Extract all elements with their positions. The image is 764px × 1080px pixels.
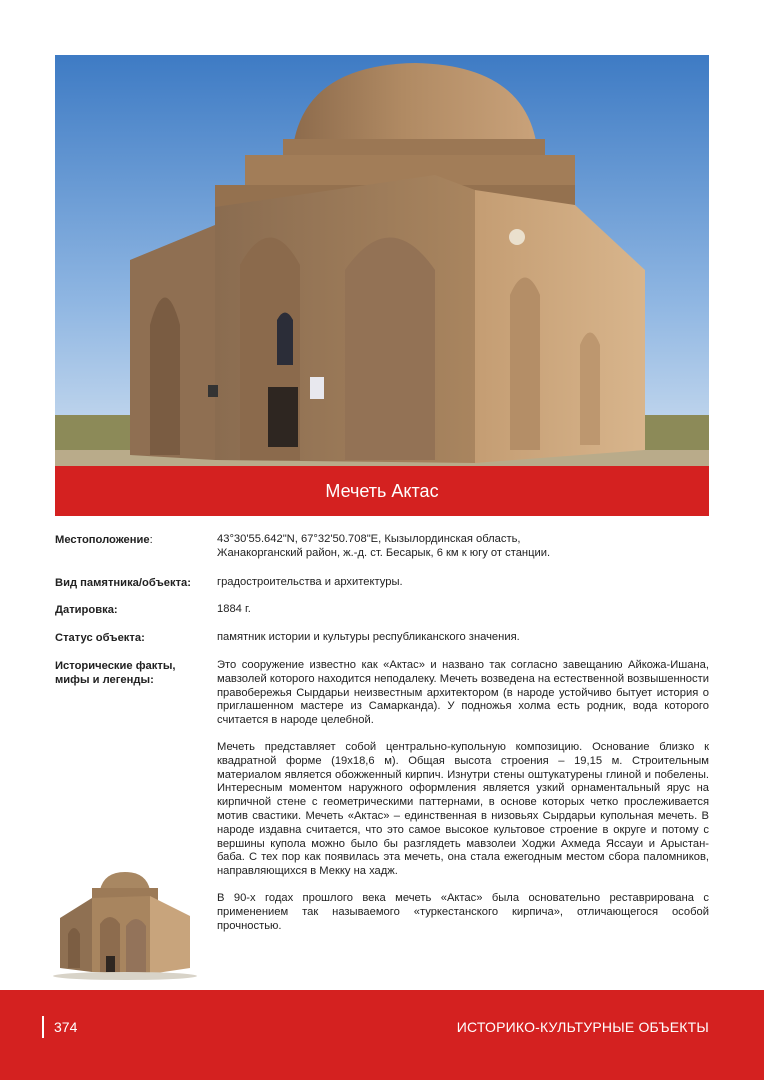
- facts-paragraph-1: Это сооружение известно как «Актас» и названо так согласно завещанию Айкожа-Ишана, мавзолей которого находится неподалеку. Мечеть возведена на естественной возвышенности правобережья Сырдарьи неизвестным архитектором (в народе устойчиво бытует история о приглашенном мастере из Самарканда). У подножья холма есть родник, вода которого считается в народе целебной.: [217, 659, 709, 727]
- facts-paragraph-3: В 90-х годах прошлого века мечеть «Актас» была основательно реставрирована с применением так называемого «туркестанского кирпича», отличающегося особой прочностью.: [217, 891, 709, 932]
- facts-paragraph-2: Мечеть представляет собой центрально-купольную композицию. Основание близко к квадратной форме (19х18,6 м). Общая высота строения – 19,15 м. Строительным материалом является обожженный кирпич. Изнутри стены оштукатурены глиной и побелены. Интересным моментом наружного оформления является узкий орнаментальный ярус на кирпичной стене с геометрическими паттернами, в основе которых четко прослеживается мотив свастики. Мечеть «Актас» – единственная в низовьях Сырдарьи купольная мечеть. В народе издавна считается, что это самое высокое культовое строение в округе и потому с вершины купола можно было бы разглядеть мавзолеи Ходжи Ахмеда Яссауи и Арыстан-баба. С тех пор как появилась эта мечеть, она стала ежегодным местом сбора паломников, направляющихся в Мекку на хадж.: [217, 740, 709, 878]
- date-row: [55, 603, 709, 619]
- facts-label-line-1: Исторические факты,: [55, 660, 176, 672]
- type-row: [55, 576, 709, 592]
- location-label: [55, 533, 205, 547]
- status-row: [55, 631, 709, 647]
- mosque-photo: [55, 55, 709, 466]
- facts-label: [55, 659, 205, 687]
- title-banner: [55, 466, 709, 516]
- mosque-thumbnail: [40, 868, 200, 980]
- status-value: памятник истории и культуры республиканского значения.: [217, 631, 520, 643]
- location-value: [217, 533, 709, 561]
- facts-text: [217, 659, 709, 946]
- location-label-text: Местоположение: [55, 534, 150, 546]
- section-title: ИСТОРИКО-КУЛЬТУРНЫЕ ОБЪЕКТЫ: [456, 1019, 709, 1035]
- location-line-2: Жанакорганский район, ж.-д. ст. Бесарык, 6 км к югу от станции.: [217, 546, 551, 559]
- date-value: 1884 г.: [217, 603, 251, 615]
- location-row: [55, 533, 709, 563]
- page-footer: [0, 990, 764, 1080]
- page-number: 374: [54, 1019, 78, 1035]
- facts-label-line-2: мифы и легенды:: [55, 674, 154, 686]
- type-label: Вид памятника/объекта:: [55, 577, 191, 589]
- status-label: Статус объекта:: [55, 632, 145, 644]
- page-title: Мечеть Актас: [325, 480, 439, 501]
- location-line-1: 43°30'55.642"N, 67°32'50.708"E, Кызылординская область,: [217, 533, 521, 545]
- footer-divider: [42, 1016, 44, 1038]
- location-label-colon: :: [149, 534, 153, 546]
- type-value: градостроительства и архитектуры.: [217, 576, 403, 588]
- date-label: Датировка:: [55, 604, 118, 616]
